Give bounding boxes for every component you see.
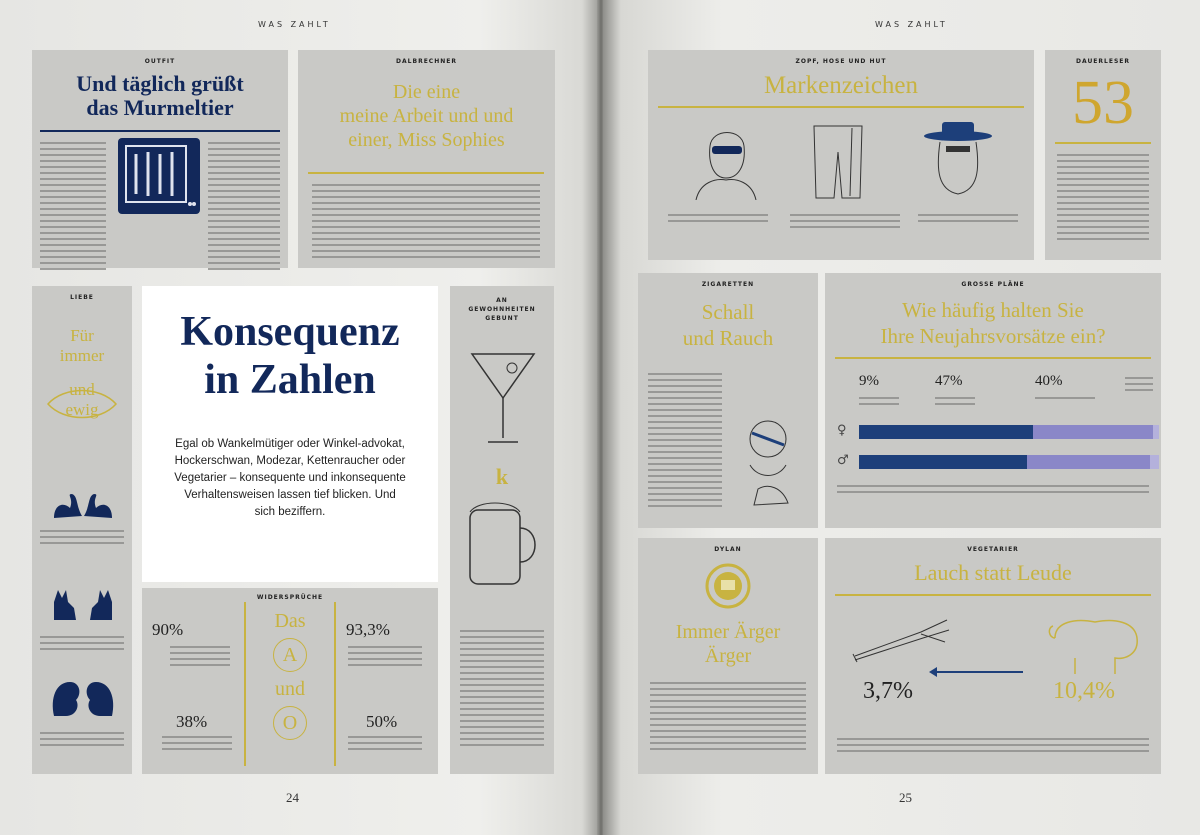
markenzeichen-caption-1 xyxy=(668,214,768,226)
stat-38: 38% xyxy=(176,712,208,731)
dylan-kicker: DYLAN xyxy=(714,546,742,553)
stat-50: 50% xyxy=(366,712,398,731)
swans-icon xyxy=(50,492,116,520)
vegetarier-body xyxy=(837,738,1149,756)
folio-left: 24 xyxy=(286,790,299,805)
zigaretten-headline xyxy=(638,299,818,351)
markenzeichen-caption-2 xyxy=(790,214,900,232)
hat-portrait-icon xyxy=(918,120,998,200)
female-bar xyxy=(859,425,1159,439)
stat-93-caption xyxy=(348,646,422,670)
outfit-rule xyxy=(40,130,280,132)
outfit-headline-line1: Und täglich grüßt xyxy=(76,71,244,96)
widersprueche-center-letter1: A xyxy=(273,638,307,672)
dalbrechner-headline xyxy=(298,80,555,152)
outfit-body-right xyxy=(208,142,280,274)
heads-icon xyxy=(46,678,120,718)
arrow-line xyxy=(933,671,1023,673)
outfit-body-left xyxy=(40,142,106,274)
markenzeichen-caption-3 xyxy=(918,214,1018,226)
markenzeichen-headline: Markenzeichen xyxy=(763,72,919,99)
legend-caption-2 xyxy=(935,397,975,409)
grosse-plaene-headline xyxy=(825,297,1161,349)
widersprueche-rule-right xyxy=(334,602,336,766)
cats-icon xyxy=(48,586,118,622)
dalbrechner-headline-line2: meine Arbeit und und xyxy=(339,105,514,127)
dauerleser-body xyxy=(1057,154,1149,244)
beer-mug-icon xyxy=(464,498,544,588)
gewohnheiten-kicker xyxy=(450,296,554,323)
stat-93: 93,3% xyxy=(346,620,390,639)
main-title-line2: in Zahlen xyxy=(204,357,376,403)
right-page xyxy=(603,0,1200,835)
vegetarier-panel xyxy=(825,538,1161,774)
gewohnheiten-kicker-1: AN xyxy=(496,297,508,304)
gewohnheiten-kicker-3: GEBUNT xyxy=(485,315,519,322)
dauerleser-kicker: DAUERLESER xyxy=(1076,58,1130,65)
dylan-panel xyxy=(638,538,818,774)
liebe-body-2 xyxy=(40,636,124,654)
markenzeichen-kicker: ZOPF, HOSE UND HUT xyxy=(795,58,887,65)
female-bar-navy xyxy=(859,425,1033,439)
dalbrechner-headline-line3: einer, Miss Sophies xyxy=(348,129,505,151)
vegetarier-rule xyxy=(835,594,1151,596)
liebe-body-1 xyxy=(40,530,124,548)
grosse-plaene-kicker: GROSSE PLÄNE xyxy=(961,281,1025,288)
liebe-word-1: Für xyxy=(70,326,94,345)
smoker-hand-icon xyxy=(728,409,808,509)
grosse-plaene-footnote xyxy=(837,485,1149,497)
outfit-kicker: OUTFIT xyxy=(144,58,176,65)
percent-40: 40% xyxy=(1035,373,1063,389)
dylan-headline-line1: Immer Ärger xyxy=(675,621,781,643)
designer-portrait-icon xyxy=(686,120,766,200)
widersprueche-center-line1: Das xyxy=(274,610,306,632)
outfit-panel xyxy=(32,50,288,268)
arrow-left-icon xyxy=(929,667,937,677)
male-bar-navy xyxy=(859,455,1027,469)
legend-caption-1 xyxy=(859,397,899,409)
liebe-kicker: LIEBE xyxy=(70,294,94,301)
widersprueche-center-letter2: O xyxy=(273,706,307,740)
dalbrechner-panel xyxy=(298,50,555,268)
dauerleser-number: 53 xyxy=(1072,69,1134,137)
male-bar-light xyxy=(1150,455,1159,469)
male-bar-lavender xyxy=(1027,455,1150,469)
dalbrechner-headline-line1: Die eine xyxy=(392,81,461,103)
female-bar-lavender xyxy=(1033,425,1153,439)
stat-90-caption xyxy=(170,646,230,670)
running-head-right: WAS ZAHLT xyxy=(875,20,948,29)
liebe-word-3: und xyxy=(69,380,95,399)
vegetarier-kicker: VEGETARIER xyxy=(967,546,1019,553)
vegetarier-headline: Lauch statt Leude xyxy=(914,560,1072,585)
title-panel xyxy=(142,286,438,582)
folio-right: 25 xyxy=(899,790,912,805)
dylan-headline xyxy=(638,620,818,668)
liebe-word-4: ewig xyxy=(65,400,99,419)
cocktail-glass-icon xyxy=(468,348,538,448)
male-bar xyxy=(859,455,1159,469)
legend-caption-4 xyxy=(1125,377,1153,395)
percent-9: 9% xyxy=(859,373,879,389)
liebe-body-3 xyxy=(40,732,124,750)
female-symbol-icon: ♀ xyxy=(837,423,847,438)
grosse-plaene-panel xyxy=(825,273,1161,528)
zigaretten-body xyxy=(648,373,722,511)
cow-icon xyxy=(1045,608,1145,678)
outfit-headline-line2: das Murmeltier xyxy=(86,95,234,120)
ornament-icon xyxy=(44,386,120,422)
tv-wardrobe-icon xyxy=(118,138,200,214)
grosse-plaene-rule xyxy=(835,357,1151,359)
liebe-word-2: immer xyxy=(59,346,105,365)
liebe-panel xyxy=(32,286,132,774)
stat-38-caption xyxy=(162,736,232,754)
widersprueche-center xyxy=(246,608,334,740)
gewohnheiten-kicker-2: GEWOHNHEITEN xyxy=(468,306,536,313)
outfit-headline xyxy=(32,72,288,120)
zigaretten-headline-line1: Schall xyxy=(701,300,755,324)
main-intro: Egal ob Wankelmütiger oder Winkel-advokat, Hockerschwan, Modezar, Kettenraucher oder Vegetarier – konsequente und inkonsequente Verhaltensweisen lassen tief blicken. Und sich beziffern. xyxy=(174,438,406,518)
zigaretten-panel xyxy=(638,273,818,528)
dylan-badge-icon xyxy=(704,562,752,610)
vegetarier-right-stat: 10,4% xyxy=(1053,678,1115,704)
legend-caption-3 xyxy=(1035,397,1095,403)
main-title xyxy=(142,308,438,404)
markenzeichen-panel xyxy=(648,50,1034,260)
dylan-body xyxy=(650,682,806,754)
dauerleser-rule xyxy=(1055,142,1151,144)
zigaretten-kicker: ZIGARETTEN xyxy=(701,281,755,288)
trousers-icon xyxy=(808,122,868,202)
female-bar-light xyxy=(1153,425,1159,439)
markenzeichen-rule xyxy=(658,106,1024,108)
running-head-left: WAS ZAHLT xyxy=(258,20,331,29)
vegetarier-left-stat: 3,7% xyxy=(863,678,913,704)
male-symbol-icon: ♂ xyxy=(837,453,849,468)
dalbrechner-body xyxy=(312,184,540,262)
dalbrechner-rule xyxy=(308,172,544,174)
dylan-headline-line2: Ärger xyxy=(704,645,752,667)
dalbrechner-kicker: DALBRECHNER xyxy=(396,58,457,65)
gewohnheiten-panel xyxy=(450,286,554,774)
grosse-plaene-headline-line2: Ihre Neujahrsvorsätze ein? xyxy=(880,324,1106,348)
stat-90: 90% xyxy=(152,620,184,639)
gewohnheiten-body xyxy=(460,630,544,750)
widersprueche-center-line2: und xyxy=(275,678,305,700)
leek-icon xyxy=(851,616,951,666)
stat-50-caption xyxy=(348,736,422,754)
gewohnheiten-letter: k xyxy=(495,464,509,489)
grosse-plaene-headline-line1: Wie häufig halten Sie xyxy=(902,298,1084,322)
zigaretten-headline-line2: und Rauch xyxy=(682,326,774,350)
main-title-line1: Konsequenz xyxy=(180,309,400,355)
percent-47: 47% xyxy=(935,373,963,389)
widersprueche-panel xyxy=(142,588,438,774)
widersprueche-kicker: WIDERSPRÜCHE xyxy=(256,594,324,601)
dauerleser-panel xyxy=(1045,50,1161,260)
